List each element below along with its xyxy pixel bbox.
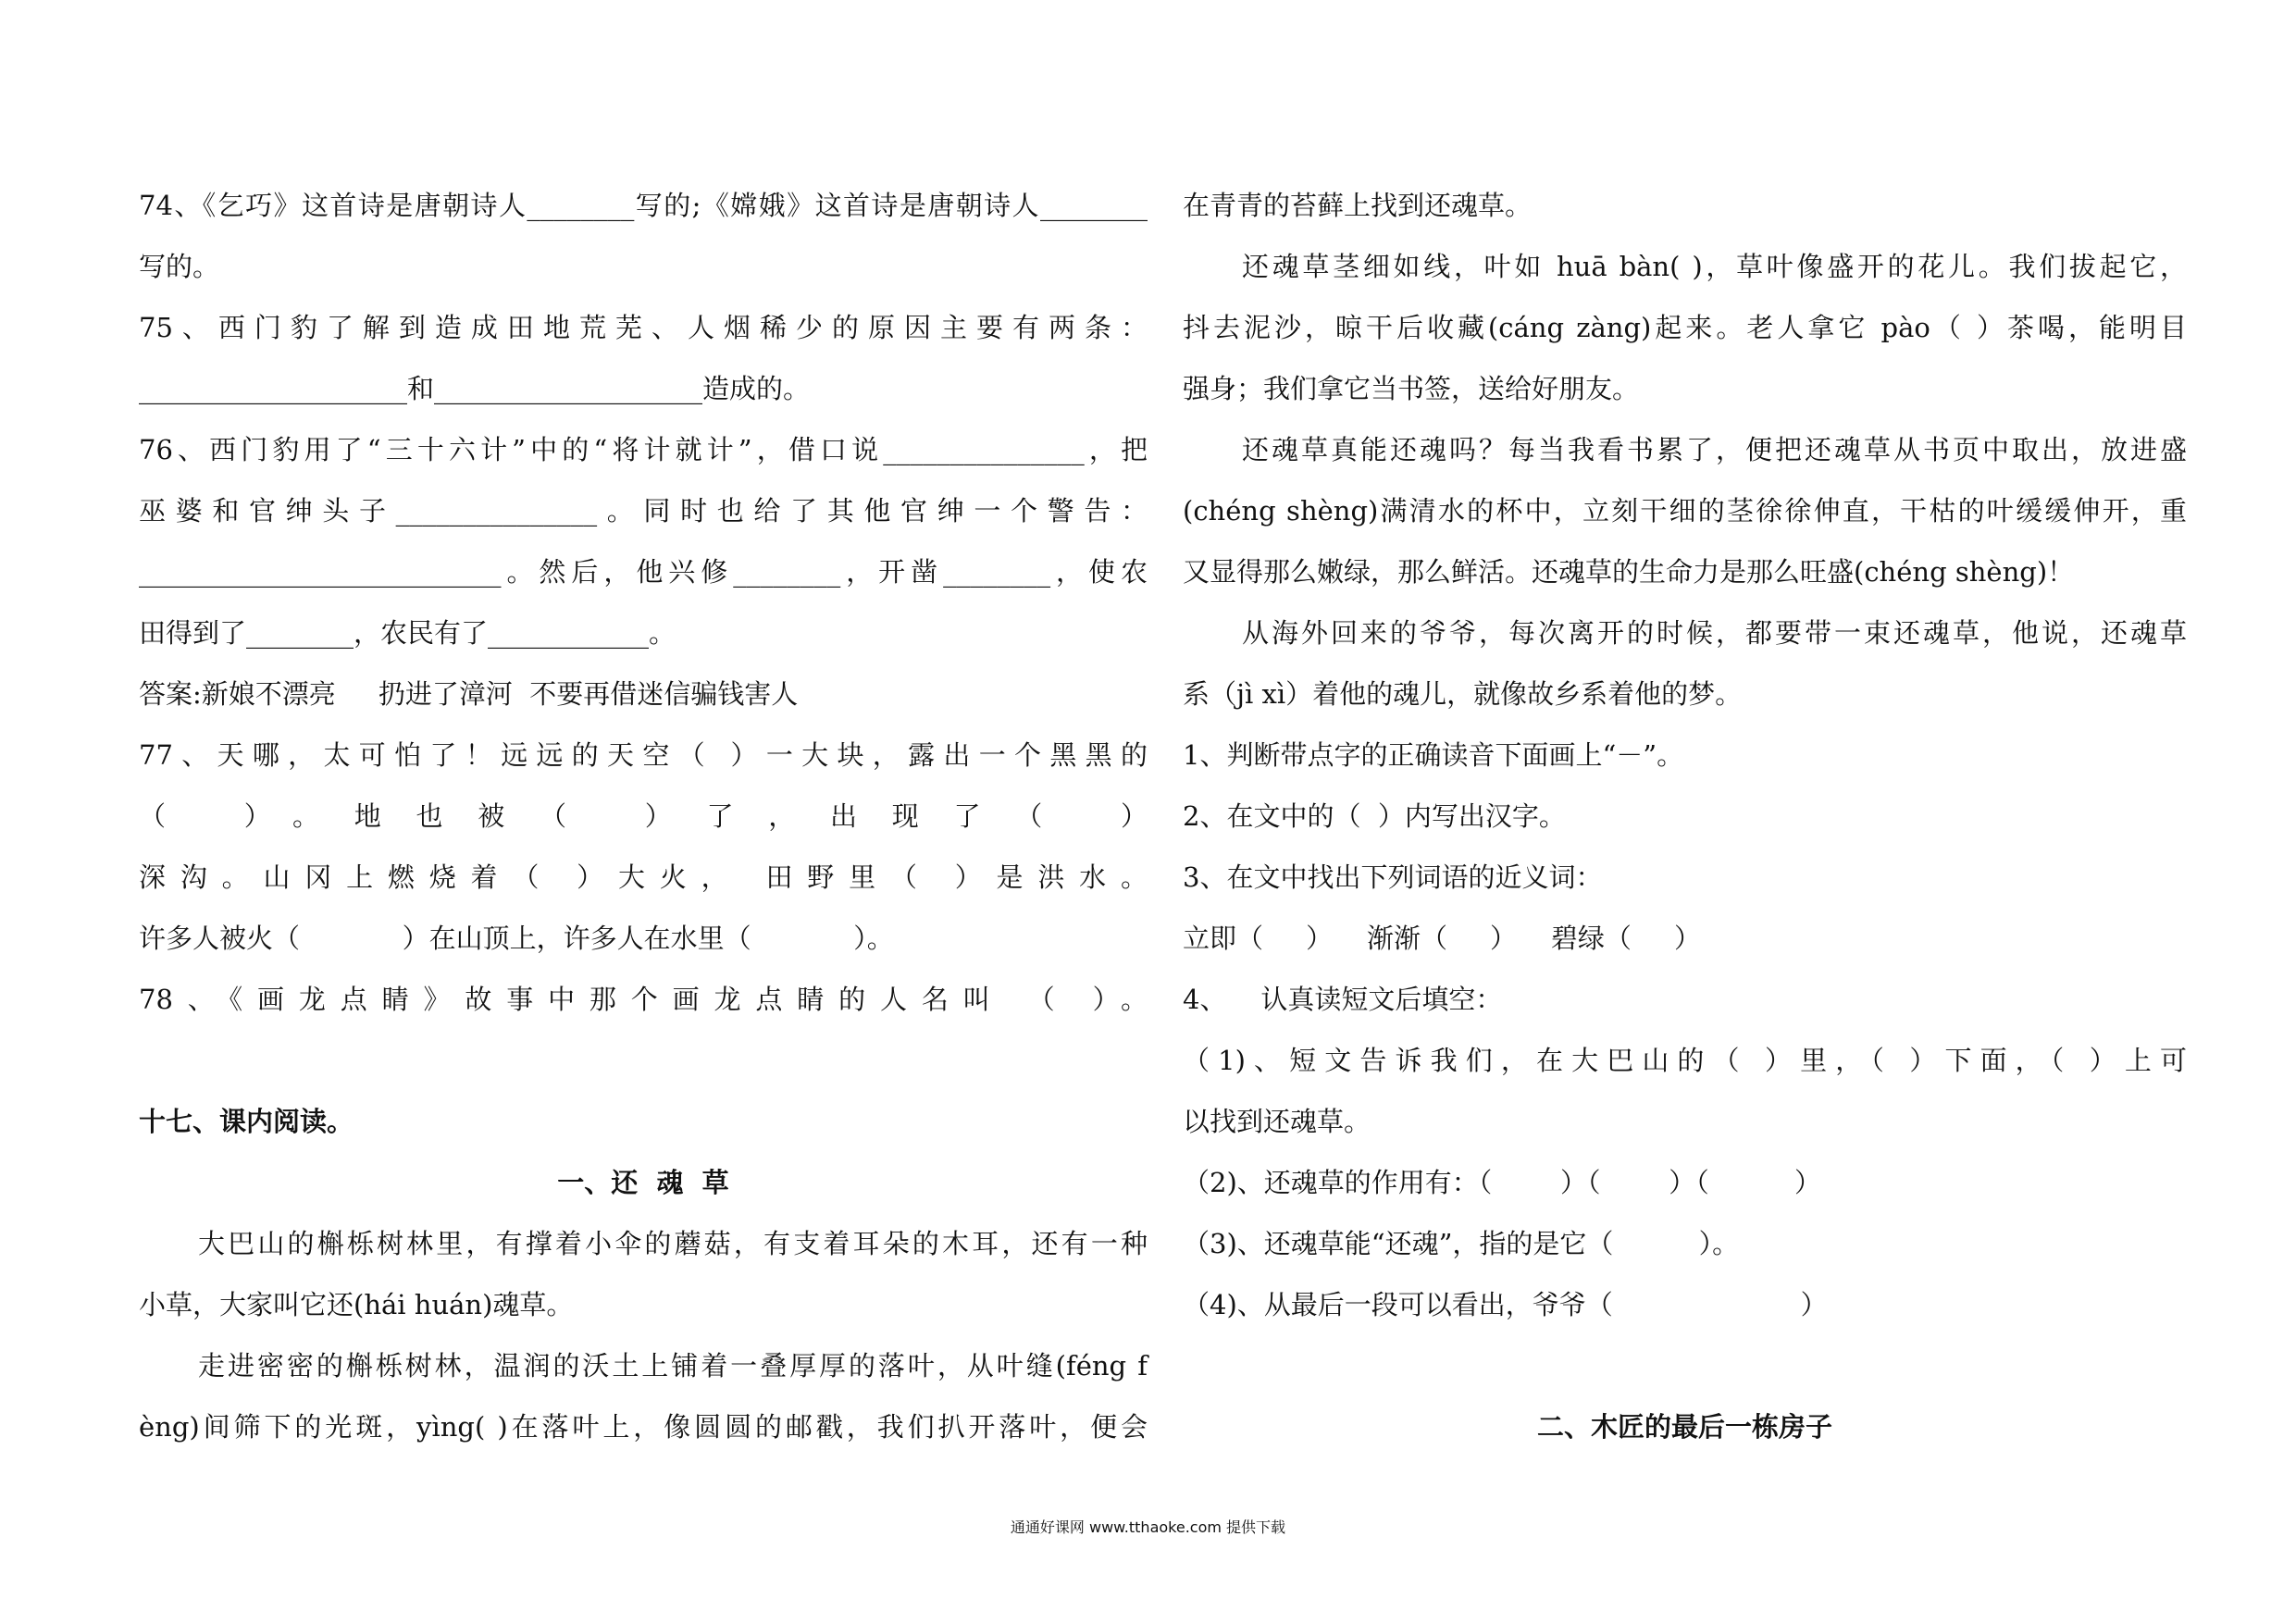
task-4-4: （4)、从最后一段可以看出，爷爷（ ）: [1183, 1289, 1828, 1320]
question-75-line2: ____________________和____________________造成的。: [139, 373, 811, 404]
paragraph-3-line3: 强身；我们拿它当书签，送给好朋友。: [1183, 373, 1640, 404]
paragraph-2-line1: 走进密密的槲栎树林，温润的沃土上铺着一叠厚厚的落叶，从叶缝(féng f: [198, 1350, 1148, 1381]
task-4-1-line2: 以找到还魂草。: [1183, 1106, 1371, 1137]
task-3-words: 立即（ ） 渐渐（ ） 碧绿（ ）: [1183, 923, 1702, 954]
paragraph-4-line2: (chéng shèng)满清水的杯中，立刻干细的茎徐徐伸直，干枯的叶缓缓伸开，重: [1183, 495, 2187, 527]
paragraph-3-line1: 还魂草茎细如线，叶如 huā bàn( )，草叶像盛开的花儿。我们拔起它，: [1242, 251, 2187, 282]
story-1-title: 一、还 魂 草: [557, 1167, 729, 1198]
question-76-line3: ___________________________。然后，他兴修________，开凿________，使农: [139, 556, 1148, 588]
paragraph-2-line3: 在青青的苔藓上找到还魂草。: [1183, 190, 1533, 221]
task-2: 2、在文中的（ ）内写出汉字。: [1183, 800, 1566, 832]
paragraph-5-line1: 从海外回来的爷爷，每次离开的时候，都要带一束还魂草，他说，还魂草: [1242, 617, 2187, 649]
answer-line: 答案:新娘不漂亮 扔进了漳河 不要再借迷信骗钱害人: [139, 678, 799, 710]
task-3: 3、在文中找出下列词语的近义词：: [1183, 861, 1603, 893]
paragraph-1-line1: 大巴山的槲栎树林里，有撑着小伞的蘑菇，有支着耳朵的木耳，还有一种: [198, 1228, 1148, 1259]
task-4-1-line1: （1)、短文告诉我们，在大巴山的（ ）里，（ ）下面，（ ）上可: [1183, 1045, 2187, 1076]
section-17-heading: 十七、课内阅读。: [139, 1106, 354, 1137]
footer-credit: 通通好课网 www.tthaoke.com 提供下载: [1010, 1518, 1286, 1536]
question-76-line1: 76、西门豹用了“三十六计”中的“将计就计”，借口说_______________，把: [139, 434, 1148, 465]
task-1: 1、判断带点字的正确读音下面画上“－”。: [1183, 739, 1684, 771]
question-76-line4: 田得到了________，农民有了____________。: [139, 617, 676, 649]
question-77-line4: 许多人被火（ ）在山顶上，许多人在水里（ ）。: [139, 923, 894, 954]
task-4-3: （3)、还魂草能“还魂”，指的是它（ ）。: [1183, 1228, 1740, 1259]
paragraph-2-line2: èng)间筛下的光斑，yìng( )在落叶上，像圆圆的邮戳，我们扒开落叶，便会: [139, 1411, 1148, 1443]
question-78: 78、《画龙点睛》故事中那个画龙点睛的人名叫 （ ）。: [139, 984, 1148, 1015]
paragraph-5-line2: 系（jì xì）着他的魂儿，就像故乡系着他的梦。: [1183, 678, 1743, 710]
paragraph-4-line1: 还魂草真能还魂吗？每当我看书累了，便把还魂草从书页中取出，放进盛: [1242, 434, 2187, 465]
question-74-line2: 写的。: [139, 251, 220, 282]
question-77-line2: （ ）。地也被（ ）了，出现了（ ）: [139, 800, 1148, 832]
story-2-title: 二、木匠的最后一栋房子: [1536, 1411, 1832, 1443]
question-74-line1: 74、《乞巧》这首诗是唐朝诗人________写的;《嫦娥》这首诗是唐朝诗人________: [139, 190, 1148, 221]
paragraph-4-line3: 又显得那么嫩绿，那么鲜活。还魂草的生命力是那么旺盛(chéng shèng)！: [1183, 556, 2075, 588]
paragraph-1-line2: 小草，大家叫它还(hái huán)魂草。: [139, 1289, 574, 1320]
paragraph-3-line2: 抖去泥沙，晾干后收藏(cáng zàng)起来。老人拿它 pào（ ）茶喝，能明目: [1183, 312, 2187, 343]
question-76-line2: 巫婆和官绅头子_______________。同时也给了其他官绅一个警告：: [139, 495, 1148, 527]
question-77-line3: 深沟。山冈上燃烧着（ ）大火， 田野里（ ）是洪水。: [139, 861, 1148, 893]
question-77-line1: 77、天哪，太可怕了！远远的天空（ ）一大块，露出一个黑黑的: [139, 739, 1148, 771]
task-4-2: （2)、还魂草的作用有：（ ）（ ）（ ）: [1183, 1167, 1821, 1198]
question-75-line1: 75、西门豹了解到造成田地荒芜、人烟稀少的原因主要有两条：: [139, 312, 1148, 343]
task-4: 4、 认真读短文后填空：: [1183, 984, 1503, 1015]
